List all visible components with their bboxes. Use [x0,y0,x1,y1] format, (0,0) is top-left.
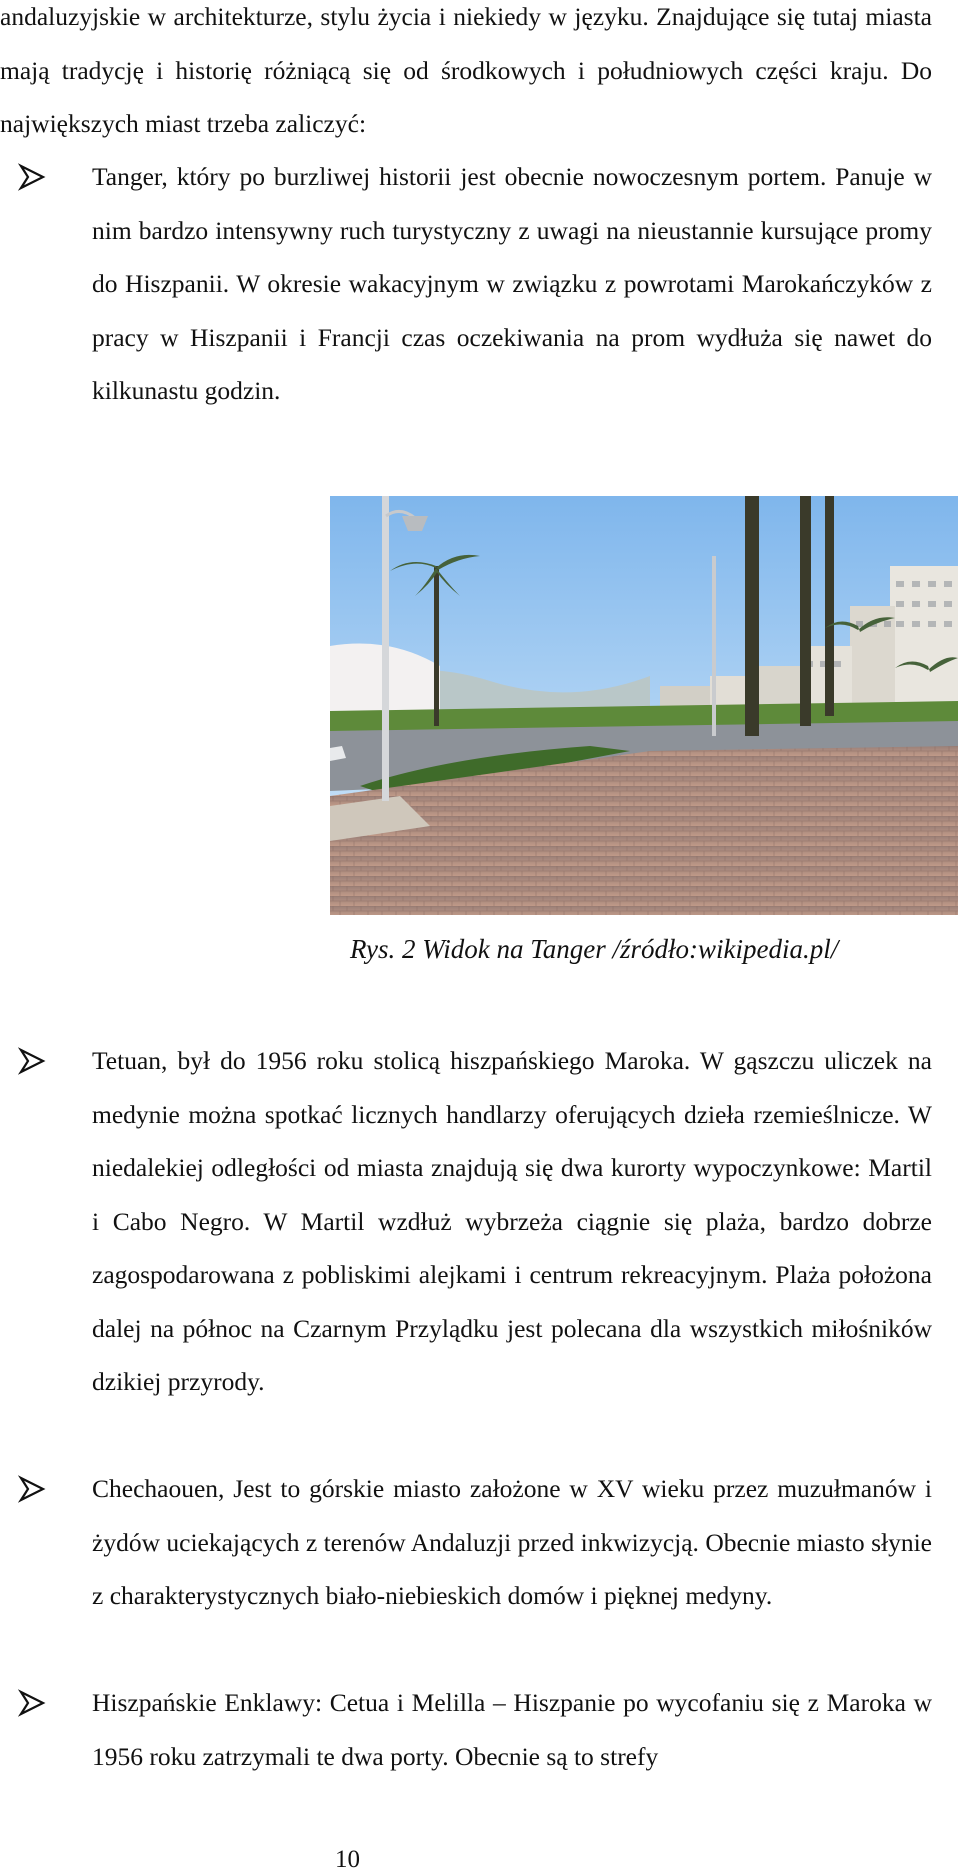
arrowhead-bullet-icon [18,1475,46,1503]
figure-caption: Rys. 2 Widok na Tanger /źródło:wikipedia.pl/ [350,934,839,964]
list-item-text: Chechaouen, Jest to górskie miasto założone w XV wieku przez muzułmanów i żydów uciekających z terenów Andaluzji przed inkwizycją. Obecnie miasto słynie z charakterystycznych biało-niebieskich domów i pięknej medyny. [92,1474,932,1610]
tanger-photo [330,496,958,915]
list-item-text: Tetuan, był do 1956 roku stolicą hiszpańskiego Maroka. W gąszczu uliczek na medynie można spotkać licznych handlarzy oferujących dzieła rzemieślnicze. W niedalekiej odległości od miasta znajdują się dwa kurorty wypoczynkowe: Martil i Cabo Negro. W Martil wzdłuż wybrzeża ciągnie się plaża, bardzo dobrze zagospodarowana z pobliskimi alejkami i centrum rekreacyjnym. Plaża położona dalej na północ na Czarnym Przylądku jest polecana dla wszystkich miłośników dzikiej przyrody. [92,1046,932,1396]
arrowhead-bullet-icon [18,163,46,191]
arrowhead-bullet-icon [18,1047,46,1075]
page-number: 10 [335,1846,360,1873]
arrowhead-bullet-icon [18,1689,46,1717]
intro-paragraph: andaluzyjskie w architekturze, stylu życia i niekiedy w języku. Znajdujące się tutaj miasta mają tradycję i historię różniącą się od środkowych i południowych części kraju. Do największych miast trzeba zaliczyć: [0,2,932,138]
list-item-text: Tanger, który po burzliwej historii jest obecnie nowoczesnym portem. Panuje w nim bardzo intensywny ruch turystyczny z uwagi na nieustannie kursujące promy do Hiszpanii. W okresie wakacyjnym w związku z powrotami Marokańczyków z pracy w Hiszpanii i Francji czas oczekiwania na prom wydłuża się nawet do kilkunastu godzin. [92,162,932,405]
list-item-text: Hiszpańskie Enklawy: Cetua i Melilla – Hiszpanie po wycofaniu się z Maroka w 1956 roku zatrzymali te dwa porty. Obecnie są to strefy [92,1688,932,1771]
